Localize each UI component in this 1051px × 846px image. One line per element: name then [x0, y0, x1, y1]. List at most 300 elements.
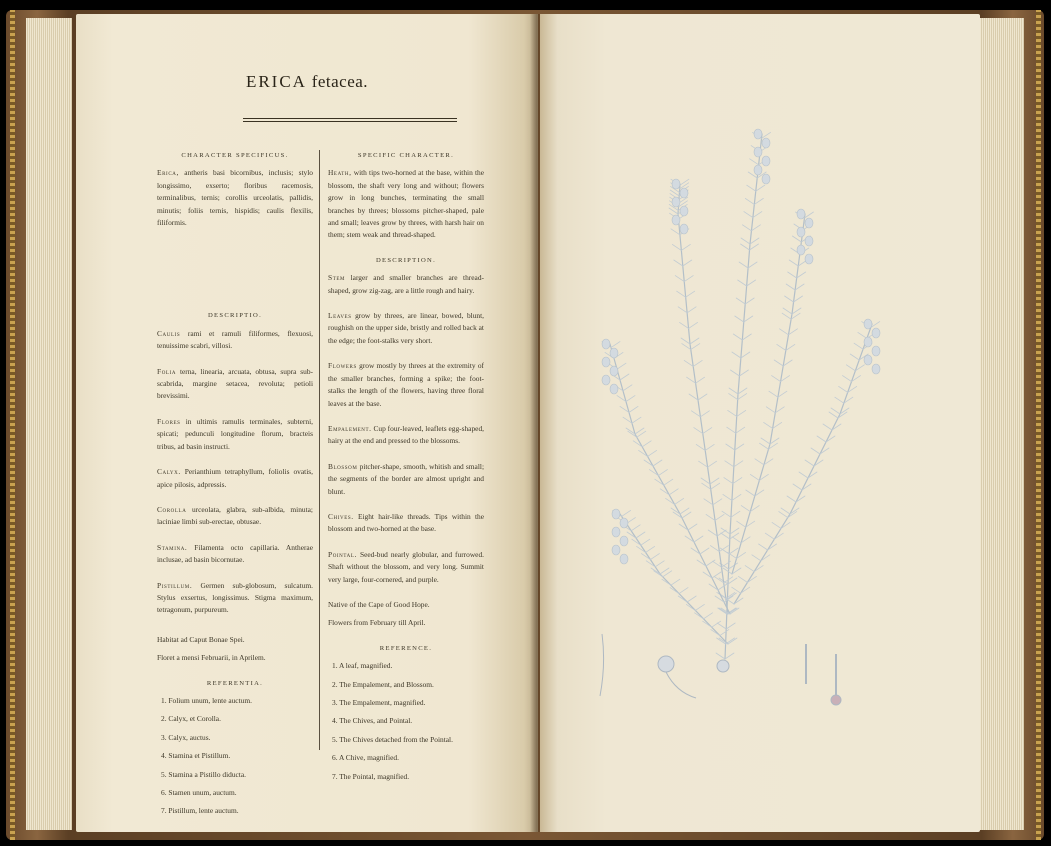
plant-leaf: [720, 630, 729, 636]
specific-character-text: [328, 167, 484, 241]
plant-leaf: [704, 613, 713, 619]
plant-stem: [732, 214, 805, 574]
plant-leaf: [718, 584, 727, 590]
descriptio-text: in ultimis ramulis terminales, subterni, spicati; pedunculi longitudine florum, bracteis tribus, ad basin instructi.: [157, 416, 313, 451]
flower-bud: [805, 236, 813, 246]
plant-leaf: [687, 596, 696, 602]
plant-leaf: [850, 354, 859, 360]
character-lead: Erica,: [157, 168, 179, 178]
flower-bud: [797, 227, 805, 237]
plant-leaf: [632, 417, 641, 423]
plant-leaf: [636, 532, 645, 538]
plant-leaf: [726, 623, 735, 629]
plant-leaf: [710, 478, 719, 484]
plant-leaf: [779, 329, 788, 335]
page-edges-right: [978, 18, 1024, 830]
plant-leaf: [726, 444, 735, 450]
english-column: [328, 142, 484, 789]
flower-bud: [680, 206, 688, 216]
reference-item: 6. A Chive, magnified.: [332, 753, 399, 763]
character-body: antheris basi bicornibus, inclusis; stylo longissimo, exserto; floribus racemosis, terminalibus, ternis; corollis urceolatis, pallidis, minutis; foliis ternis, hispidis; caulis flexilis, filiformis.: [157, 168, 313, 228]
plant-leaf: [713, 561, 722, 567]
description-text: Cup four-leaved, leaflets egg-shaped, hairy at the end and pressed to the blossoms.: [328, 423, 484, 446]
flower-bud: [864, 319, 872, 329]
flower-bud: [872, 364, 880, 374]
plant-leaf: [744, 316, 753, 322]
plant-leaf: [732, 587, 741, 593]
plant-leaf: [681, 338, 690, 344]
plant-leaf: [750, 159, 759, 165]
plant-leaf: [738, 394, 747, 400]
description-label: Chives.: [328, 511, 354, 521]
description-item: [328, 360, 484, 410]
plant-leaf: [721, 533, 730, 539]
plant-leaf: [671, 229, 680, 235]
plant-leaf: [708, 461, 717, 467]
plant-leaf: [727, 427, 736, 433]
plant-leaf: [786, 284, 795, 290]
flower-bud: [872, 346, 880, 356]
plant-leaf: [658, 470, 667, 476]
plant-leaf: [653, 460, 662, 466]
plant-leaf: [762, 132, 771, 138]
plant-leaf: [733, 478, 742, 484]
plant-leaf: [631, 525, 640, 531]
description-item: [328, 310, 484, 347]
plant-leaf: [732, 494, 741, 500]
plant-leaf: [736, 298, 745, 304]
description-text: Seed-bud nearly globular, and furrowed. Shaft without the blossom, and very long. Summit very large, four-cornered, and purple.: [328, 549, 484, 584]
referentia-item: 5. Stamina a Pistillo diducta.: [161, 769, 246, 779]
plant-leaf: [777, 344, 786, 350]
reference-item: 2. The Empalement, and Blossom.: [332, 679, 434, 689]
reference-item: 3. The Empalement, magnified.: [332, 698, 426, 707]
plant-leaf: [720, 548, 729, 554]
plant-leaf: [725, 461, 734, 467]
plant-leaf: [646, 546, 655, 552]
flower-bud: [805, 218, 813, 228]
descriptio-item: [157, 366, 313, 403]
descriptio-item: [157, 504, 313, 529]
description-label: Empalement.: [328, 423, 372, 433]
plant-leaf: [735, 444, 744, 450]
description-item: [328, 549, 484, 586]
plant-leaf: [706, 514, 715, 520]
plant-leaf: [734, 461, 743, 467]
plant-leaf: [783, 308, 792, 314]
descriptio-text: terna, linearia, arcuata, obtusa, supra sub-scabrida, margine setacea, revoluta; petioli brevissimi.: [157, 366, 313, 401]
plant-leaf: [761, 438, 770, 444]
plant-leaf: [687, 377, 696, 383]
plant-leaf: [741, 244, 750, 250]
flower-bud: [680, 224, 688, 234]
descriptio-item: [157, 542, 313, 567]
plant-leaf: [689, 322, 698, 328]
plant-stem: [678, 184, 728, 614]
plant-leaf: [715, 514, 724, 520]
floret-text: Floret a mensi Februarii, in Aprilem.: [157, 653, 266, 663]
reference-item: 1. A leaf, magnified.: [332, 661, 393, 671]
flower-bud: [620, 518, 628, 528]
plant-leaf: [788, 272, 797, 278]
specific-character-heading: SPECIFIC CHARACTER.: [357, 152, 455, 159]
plant-leaf: [759, 544, 768, 550]
reference-item: 5. The Chives detached from the Pointal.: [332, 734, 453, 744]
referentia-heading: REFERENTIA.: [206, 679, 264, 687]
plant-leaf: [725, 653, 734, 659]
plant-leaf: [680, 179, 689, 185]
plant-leaf: [716, 653, 725, 659]
descriptio-label: Caulis: [157, 328, 181, 338]
plant-leaf: [772, 522, 781, 528]
plant-leaf: [754, 198, 763, 204]
plant-leaf: [738, 388, 747, 394]
plant-leaf: [672, 244, 681, 250]
plant-leaf: [750, 474, 759, 480]
description-item: [328, 272, 484, 297]
plant-leaf: [664, 479, 673, 485]
referentia-item: 2. Calyx, et Corolla.: [161, 714, 221, 724]
plant-leaf: [746, 490, 755, 496]
plant-leaf: [785, 296, 794, 302]
plant-leaf: [705, 444, 714, 450]
plant-leaf: [695, 604, 704, 610]
description-list: [328, 272, 484, 586]
plant-leaf: [858, 332, 867, 338]
plant-leaf: [689, 394, 698, 400]
descriptio-label: Calyx.: [157, 467, 181, 477]
plant-leaf: [817, 436, 826, 442]
referentia-item: 7. Pistillum, lente auctum.: [161, 806, 239, 816]
plant-leaf: [753, 212, 762, 218]
plant-leaf: [690, 338, 699, 344]
plant-leaf: [744, 212, 753, 218]
character-lead-en: Heath,: [328, 168, 352, 178]
plant-leaf: [696, 444, 705, 450]
plant-leaf: [745, 298, 754, 304]
plant-leaf: [789, 260, 798, 266]
descriptio-label: Corolla: [157, 504, 187, 514]
flower-bud: [864, 337, 872, 347]
pointal-summit-figure: [831, 695, 841, 705]
plant-leaf: [748, 262, 757, 268]
plant-leaf: [742, 225, 751, 231]
plant-leaf: [729, 394, 738, 400]
plant-leaf: [724, 478, 733, 484]
description-label: Leaves: [328, 311, 352, 321]
plant-leaf: [691, 411, 700, 417]
latin-column: [157, 142, 313, 824]
title-species: fetacea.: [311, 72, 369, 91]
plant-leaf: [617, 363, 626, 369]
plant-leaf: [713, 499, 722, 505]
referentia-item: 3. Calyx, auctus.: [161, 732, 211, 742]
plant-leaf: [711, 483, 720, 489]
plant-leaf: [728, 638, 737, 644]
plant-leaf: [675, 276, 684, 282]
description-item: [328, 423, 484, 448]
plant-leaf: [686, 291, 695, 297]
plant-leaf: [750, 238, 759, 244]
plant-leaf: [752, 555, 761, 561]
plant-leaf: [735, 316, 744, 322]
flower-bud: [797, 245, 805, 255]
plant-leaf: [765, 533, 774, 539]
referentia-item: 1. Folium unum, lente auctum.: [161, 695, 252, 705]
description-heading: DESCRIPTION.: [375, 256, 437, 264]
flower-bud: [754, 147, 762, 157]
flower-bud: [762, 174, 770, 184]
plant-leaf: [696, 377, 705, 383]
plant-leaf: [729, 548, 738, 554]
plant-leaf: [694, 428, 703, 434]
plant-leaf: [831, 408, 840, 414]
plant-stem: [734, 324, 872, 604]
flower-bud: [872, 328, 880, 338]
plant-leaf: [782, 313, 791, 319]
plant-leaf: [804, 212, 813, 218]
plant-leaf: [732, 352, 741, 358]
plant-leaf: [750, 244, 759, 250]
flower-bud: [602, 339, 610, 349]
plant-leaf: [745, 198, 754, 204]
plant-leaf: [611, 342, 620, 348]
empalement-figure: [658, 656, 674, 672]
plant-leaf: [717, 530, 726, 536]
referentia-list: [157, 695, 313, 818]
plant-leaf: [846, 365, 855, 371]
plant-leaf: [700, 411, 709, 417]
plant-leaf: [731, 511, 740, 517]
plant-leaf: [779, 512, 788, 518]
left-page: [76, 14, 538, 832]
character-specificus-heading: CHARACTER SPECIFICUS.: [181, 152, 289, 159]
description-text: larger and smaller branches are thread-shaped, grow zig-zag, are a little rough and hairy.: [328, 273, 484, 295]
descriptio-label: Flores: [157, 416, 181, 426]
plant-leaf: [641, 539, 650, 545]
flower-bud: [680, 188, 688, 198]
descriptio-item: [157, 416, 313, 453]
blossom-figure: [666, 672, 696, 698]
title-genus: ERICA: [245, 72, 307, 91]
flower-bud: [602, 375, 610, 385]
plant-leaf: [710, 546, 719, 552]
empalement-magnified-figure: [717, 660, 729, 672]
plant-leaf: [677, 291, 686, 297]
plant-leaf: [723, 568, 732, 574]
plant-stem: [610, 344, 730, 614]
plant-leaf: [737, 410, 746, 416]
plant-leaf: [684, 360, 693, 366]
reference-list: [328, 660, 484, 783]
plant-leaf: [682, 512, 691, 518]
plant-leaf: [811, 448, 820, 454]
plant-leaf: [774, 360, 783, 366]
plant-leaf: [737, 521, 746, 527]
descriptio-label: Folia: [157, 366, 177, 376]
plant-leaf: [706, 560, 715, 566]
plant-leaf: [702, 483, 711, 489]
description-text: Eight hair-like threads. Tips within the blossom and two-horned at the base.: [328, 511, 484, 534]
plant-leaf: [732, 537, 741, 543]
plant-leaf: [623, 385, 632, 391]
plant-leaf: [736, 427, 745, 433]
plant-leaf: [797, 272, 806, 278]
plant-leaf: [738, 576, 747, 582]
descriptio-label: Pistillum.: [157, 580, 193, 590]
title-rule: [243, 118, 457, 119]
descriptio-label: Stamina.: [157, 542, 188, 552]
flower-bud: [864, 355, 872, 365]
description-label: Stem: [328, 273, 346, 283]
plant-leaf: [729, 388, 738, 394]
title-rule-2: [243, 121, 457, 122]
plant-leaf: [823, 424, 832, 430]
flower-bud: [754, 165, 762, 175]
flower-bud: [620, 554, 628, 564]
plant-leaf: [678, 307, 687, 313]
plant-leaf: [843, 376, 852, 382]
description-label: Blossom: [328, 461, 358, 471]
plant-leaf: [747, 185, 756, 191]
plant-leaf: [693, 360, 702, 366]
plant-leaf: [650, 554, 659, 560]
plant-leaf: [648, 450, 657, 456]
plant-leaf: [772, 376, 781, 382]
plant-leaf: [620, 374, 629, 380]
botanical-plate-illustration: [540, 14, 980, 832]
plant-leaf: [839, 386, 848, 392]
plant-leaf: [854, 343, 863, 349]
plant-leaf: [629, 406, 638, 412]
plant-leaf: [704, 499, 713, 505]
flower-bud: [610, 348, 618, 358]
description-item: [328, 511, 484, 536]
flower-bud: [612, 509, 620, 519]
plant-leaf: [755, 459, 764, 465]
dissection-figures: [600, 634, 841, 705]
flower-bud: [672, 179, 680, 189]
descriptio-text: urceolata, glabra, sub-albida, minuta; laciniae limbi sub-erectae, obtusae.: [157, 504, 313, 527]
plant-leaf: [684, 276, 693, 282]
descriptio-heading: DESCRIPTIO.: [207, 312, 263, 320]
reference-heading: REFERENCE.: [379, 644, 433, 652]
character-body-en: with tips two-horned at the base, within the blossom, the shaft very long and without; flowers grow in long bunches, terminating the small branches by threes; blossoms pitcher-shaped, pale and small; leaves grow by threes, with harsh hair on them; stem weak and thread-shaped.: [328, 168, 484, 240]
plant-leaf: [742, 334, 751, 340]
plant-leaf: [701, 478, 710, 484]
plant-leaf: [764, 422, 773, 428]
flower-bud: [805, 254, 813, 264]
plant-leaf: [805, 460, 814, 466]
referentia-item: 6. Stamen unum, auctum.: [161, 788, 237, 797]
descriptio-item: [157, 580, 313, 617]
column-divider: [319, 150, 320, 750]
plant-leaf: [756, 185, 765, 191]
plant-leaf: [793, 484, 802, 490]
plant-leaf: [642, 441, 651, 447]
plant-leaf: [733, 334, 742, 340]
plant-leaf: [730, 528, 739, 534]
flower-bud: [620, 536, 628, 546]
erica-plant-illustration: [602, 129, 880, 659]
descriptio-text: Filamenta octo capillaria. Antherae inclusae, ad basin bicornutae.: [157, 542, 313, 565]
plant-leaf: [799, 472, 808, 478]
reference-item: 7. The Pointal, magnified.: [332, 771, 410, 781]
native-text: Native of the Cape of Good Hope.: [328, 599, 430, 609]
page-edges-left: [26, 18, 72, 830]
plant-stem: [620, 514, 728, 644]
plant-leaf: [703, 428, 712, 434]
plant-leaf: [671, 579, 680, 585]
plant-leaf: [688, 524, 697, 530]
leaf-figure: [600, 634, 604, 696]
flower-bud: [602, 357, 610, 367]
descriptio-list: [157, 328, 313, 617]
plant-leaf: [787, 496, 796, 502]
plant-leaf: [721, 528, 730, 534]
plant-leaf: [655, 561, 664, 567]
reference-item: 4. The Chives, and Pointal.: [332, 716, 413, 726]
flower-bud: [672, 215, 680, 225]
plant-leaf: [741, 506, 750, 512]
flower-bud: [762, 138, 770, 148]
referentia-item: 4. Stamina et Pistillum.: [161, 751, 231, 761]
plant-leaf: [681, 244, 690, 250]
plant-leaf: [794, 296, 803, 302]
plant-leaf: [717, 623, 726, 629]
descriptio-item: [157, 466, 313, 491]
plant-leaf: [730, 370, 739, 376]
plant-leaf: [829, 412, 838, 418]
description-text: grow mostly by threes at the extremity of the smaller branches, forming a spike; the foot-stalks the length of the flowers, having three floral leaves at the base.: [328, 361, 484, 408]
flowers-period-text: Flowers from February till April.: [328, 618, 426, 628]
plant-leaf: [694, 536, 703, 542]
description-label: Pointal.: [328, 549, 357, 559]
flower-bud: [612, 527, 620, 537]
plant-leaf: [759, 443, 768, 449]
plant-leaf: [741, 352, 750, 358]
flower-bud: [754, 129, 762, 139]
plant-leaf: [745, 566, 754, 572]
description-text: grow by threes, are linear, bowed, blunt, roughish on the upper side, bristly and rolled back at the edge; the foot-stalks very short.: [328, 311, 484, 345]
flower-bud: [762, 156, 770, 166]
plant-leaf: [741, 238, 750, 244]
plant-leaf: [669, 489, 678, 495]
plant-leaf: [728, 410, 737, 416]
plant-leaf: [682, 344, 691, 350]
plant-leaf: [687, 307, 696, 313]
plant-leaf: [766, 407, 775, 413]
plant-leaf: [626, 396, 635, 402]
flower-bud: [797, 209, 805, 219]
plant-leaf: [680, 322, 689, 328]
plant-leaf: [723, 494, 732, 500]
descriptio-text: Germen sub-globosum, sulcatum. Stylus exsertus, longissimus. Stigma maximum, tetragonum, purpureum.: [157, 580, 313, 615]
plant-leaf: [747, 280, 756, 286]
description-label: Flowers: [328, 361, 357, 371]
plant-leaf: [712, 572, 721, 578]
plant-leaf: [781, 508, 790, 514]
gilt-edge-right: [1036, 10, 1041, 840]
descriptio-item: [157, 328, 313, 353]
flower-bud: [610, 366, 618, 376]
plant-leaf: [739, 262, 748, 268]
plant-leaf: [674, 260, 683, 266]
gilt-edge-left: [10, 10, 15, 840]
flower-bud: [612, 545, 620, 555]
plant-leaf: [835, 397, 844, 403]
plant-leaf: [675, 498, 684, 504]
